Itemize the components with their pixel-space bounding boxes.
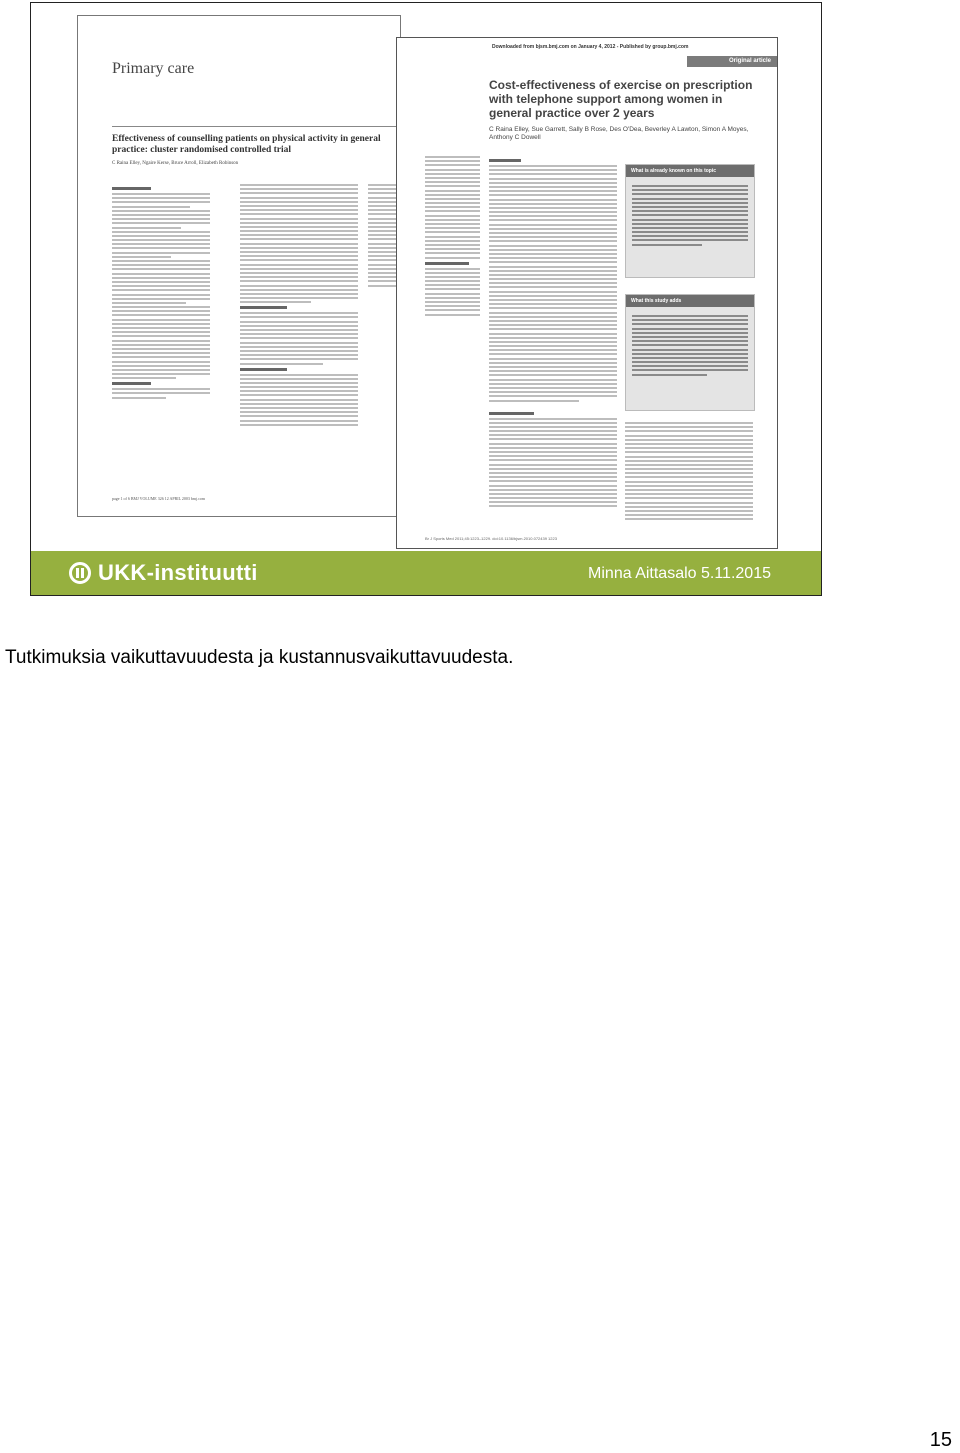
paper-bmj-counselling: [77, 15, 401, 517]
presenter-date: Minna Aittasalo 5.11.2015: [588, 565, 771, 582]
box-title: What is already known on this topic: [626, 165, 754, 177]
affiliations-column: [425, 156, 480, 318]
article-type-badge: Original article: [687, 56, 777, 67]
body-column: [240, 184, 358, 428]
known-topic-box: [625, 164, 755, 278]
paper-footer: page 1 of 6 BMJ VOLUME 326 12 APRIL 2003 bmj.com: [112, 496, 205, 501]
paper-authors: C Raina Elley, Ngaire Kerse, Bruce Arroll, Elizabeth Robinson: [112, 161, 239, 166]
footer-bar: [31, 551, 821, 595]
ukk-logo-icon: [69, 562, 91, 584]
box-title: What this study adds: [626, 295, 754, 307]
study-adds-box: [625, 294, 755, 411]
page-number: 15: [929, 1429, 952, 1451]
download-line: Downloaded from bjsm.bmj.com on January 4, 2012 - Published by group.bmj.com: [492, 44, 689, 50]
paper-title: Cost-effectiveness of exercise on prescription with telephone support among women in general practice over 2 years: [489, 78, 753, 120]
paper-authors: C Raina Elley, Sue Garrett, Sally B Rose, Des O'Dea, Beverley A Lawton, Simon A Moyes, Anthony C Dowell: [489, 126, 749, 141]
paper-footer: Br J Sports Med 2011;45:1223–1229. doi:10.1136/bjsm.2010.072439 1223: [425, 536, 557, 541]
paper-section-title: Primary care: [112, 60, 195, 77]
abstract-column: [112, 184, 210, 401]
logo-text: UKK-instituutti: [98, 560, 258, 585]
body-column-right: [625, 422, 753, 523]
slide-image: [30, 2, 822, 596]
divider: [112, 126, 397, 127]
margin-notes: [368, 184, 396, 289]
paper-bjsm-cost-effectiveness: [396, 37, 778, 549]
slide-caption: Tutkimuksia vaikuttavuudesta ja kustannusvaikuttavuudesta.: [5, 647, 514, 668]
abstract-column: [489, 156, 617, 510]
paper-title: Effectiveness of counselling patients on physical activity in general practice: cluster randomised controlled trial: [112, 134, 381, 155]
